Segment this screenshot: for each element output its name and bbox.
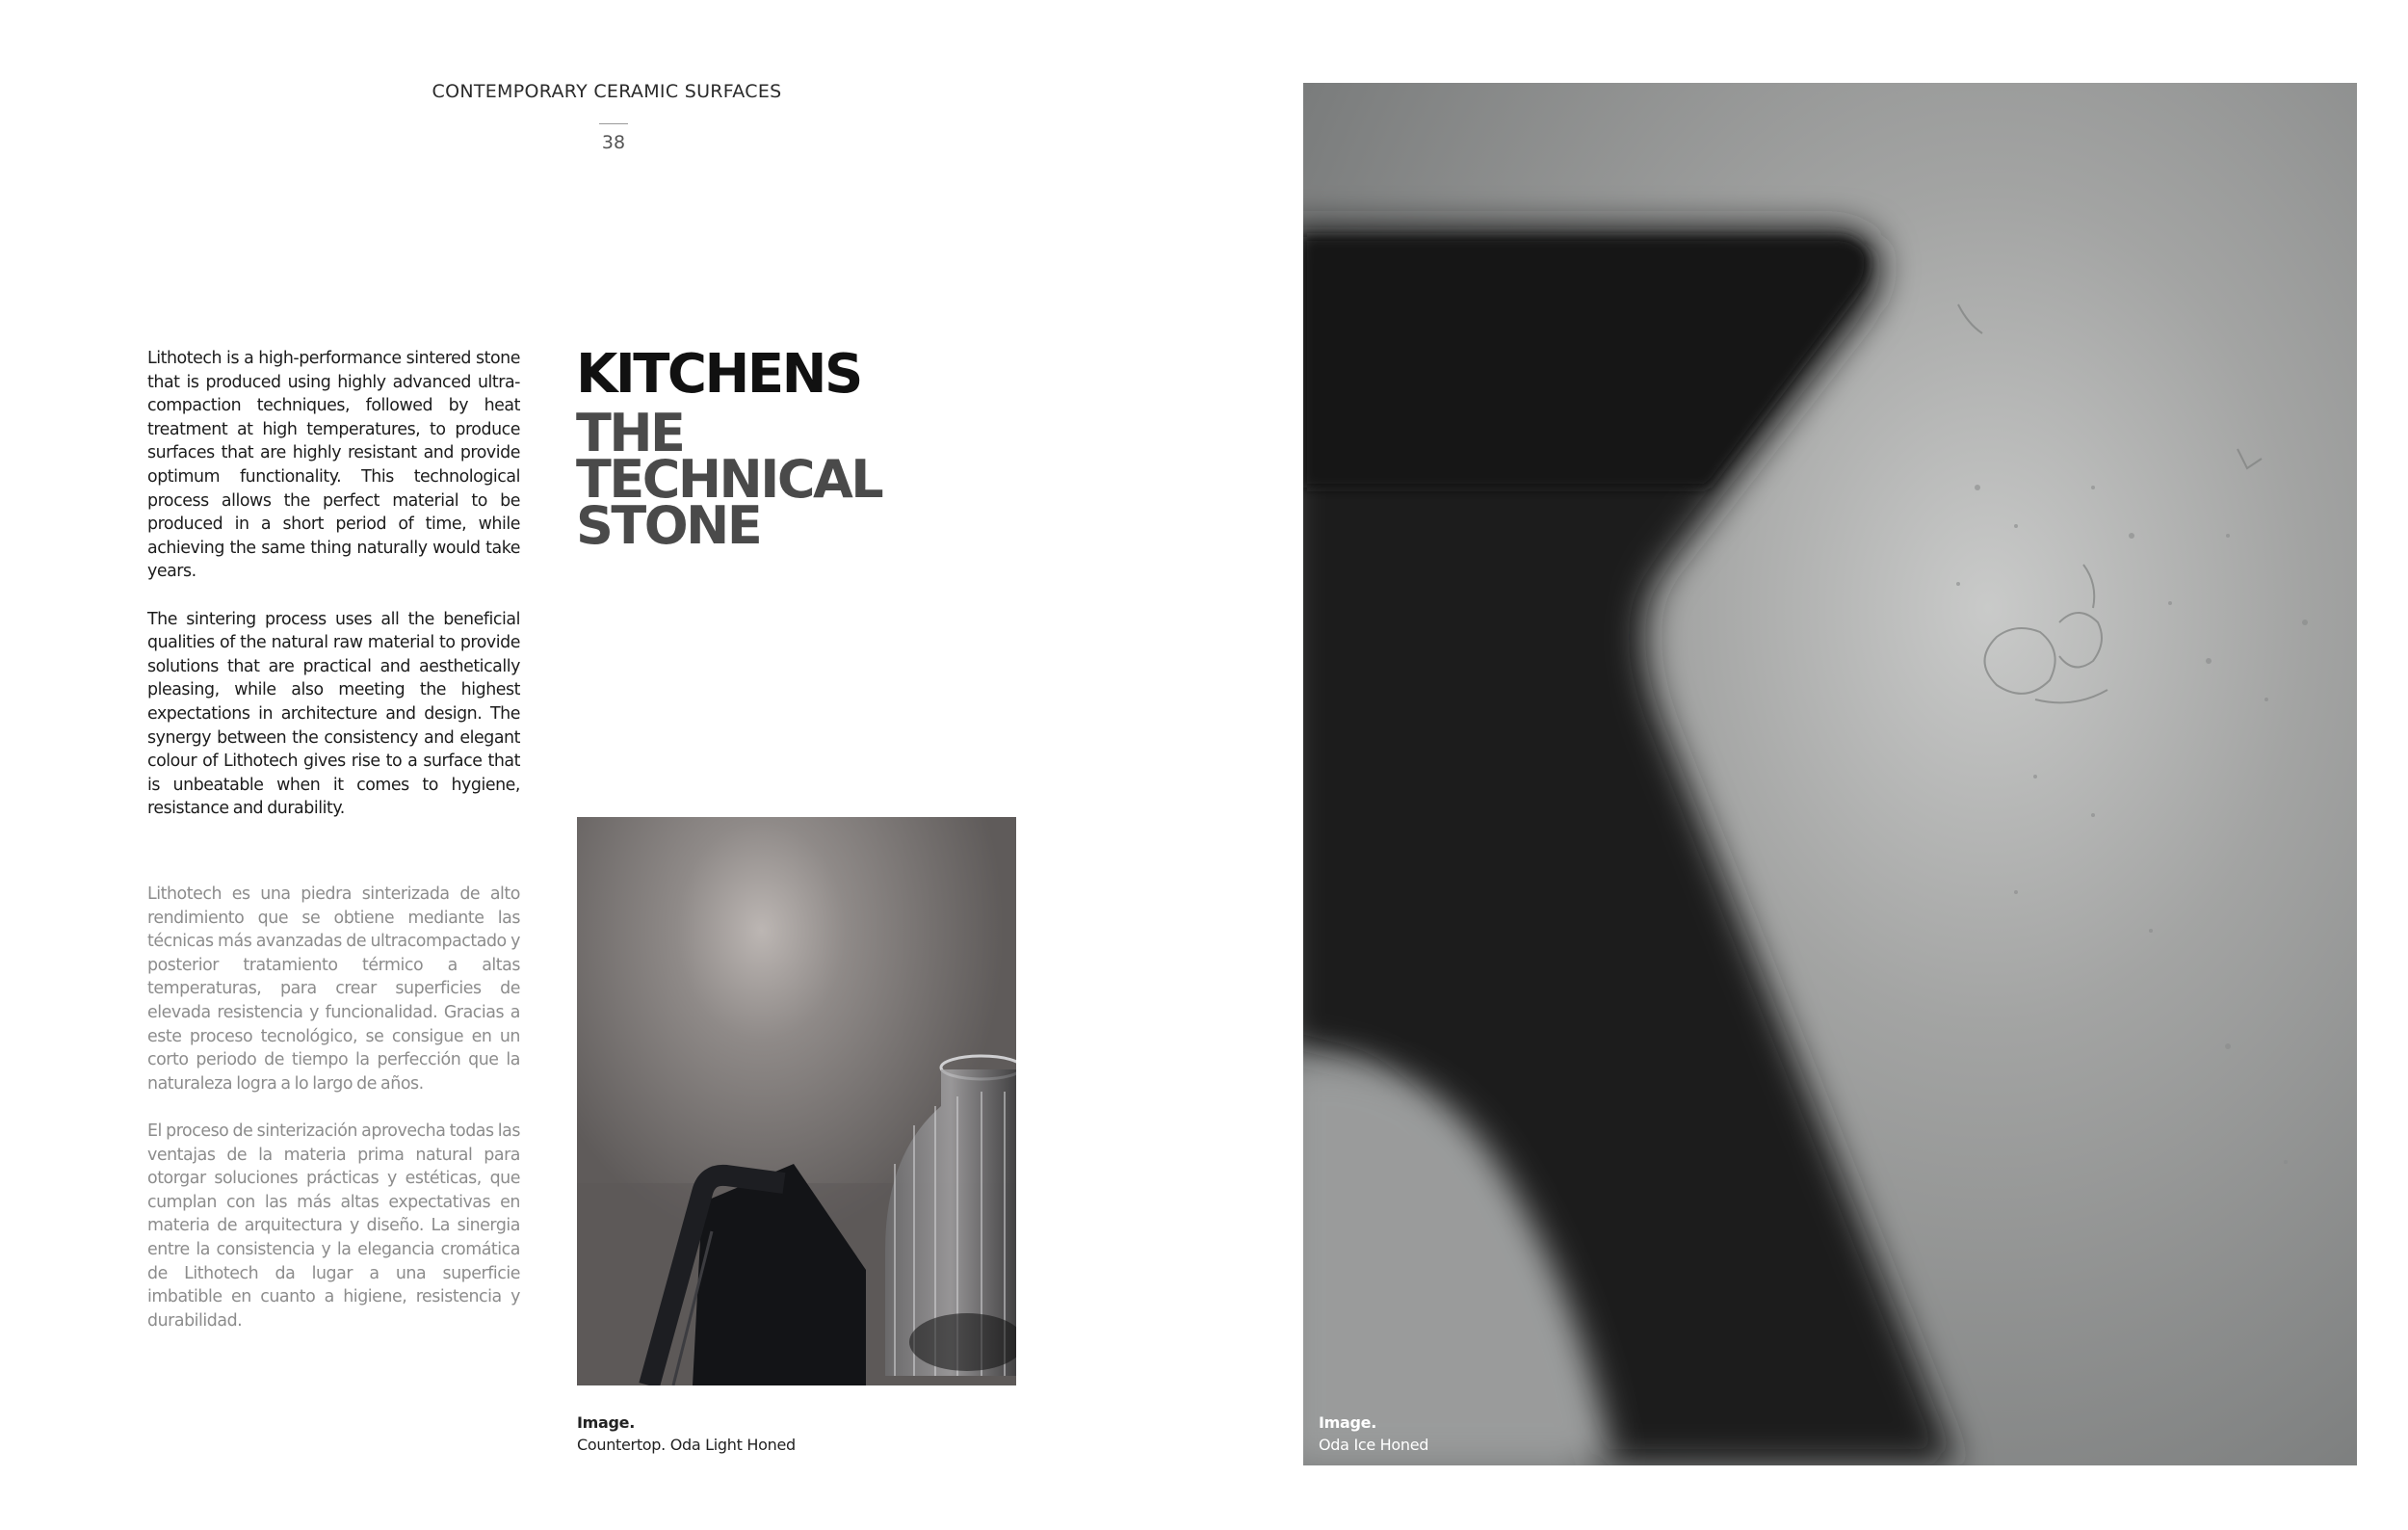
page-number: 38 <box>601 132 626 153</box>
heading-subtitle-line-1: THE <box>576 403 684 463</box>
spanish-body-text <box>147 883 520 1357</box>
running-title: CONTEMPORARY CERAMIC SURFACES <box>432 81 782 102</box>
caption-text: Countertop. Oda Light Honed <box>577 1436 796 1454</box>
caption-label: Image. <box>1319 1413 1377 1432</box>
english-paragraph-2: The sintering process uses all the beneficial qualities of the natural raw material to provide solutions that are practical and aesthetically pleasing, while also meeting the highest expectations in architecture and design. The synergy between the consistency and elegant colour of Lithotech gives rise to a surface that is unbeatable when it comes to hygiene, resistance and durability. <box>147 609 520 819</box>
countertop-photo-image <box>577 817 1016 1385</box>
right-page <box>1204 0 2408 1530</box>
caption-label: Image. <box>577 1413 636 1432</box>
page-number-rule <box>599 123 628 124</box>
spanish-paragraph-2: El proceso de sinterización aprovecha todas las ventajas de la materia prima natural para otorgar soluciones prácticas y estéticas, que cumplan con las más altas expectativas en materia de arquitectura y diseño. La sinergia entre la consistencia y la elegancia cromática de Lithotech da lugar a una superficie imbatible en cuanto a higiene, resistencia y durabilidad. <box>147 1121 520 1331</box>
countertop-caption <box>577 1411 796 1456</box>
heading-subtitle <box>576 403 981 556</box>
section-heading <box>576 343 981 556</box>
heading-subtitle-line-2: TECHNICAL <box>576 449 882 510</box>
countertop-photo <box>577 817 1016 1385</box>
surface-caption <box>1319 1411 1428 1456</box>
heading-kitchens: KITCHENS <box>576 343 861 406</box>
spanish-paragraph-1: Lithotech es una piedra sinterizada de alto rendimiento que se obtiene mediante las técnicas más avanzadas de ultracompactado y posterior tratamiento térmico a altas temperaturas, para crear superficies de elevada resistencia y funcionalidad. Gracias a este proceso tecnológico, se consigue en un corto periodo de tiempo la perfección que la naturaleza logra a lo largo de años. <box>147 884 520 1094</box>
caption-text: Oda Ice Honed <box>1319 1436 1429 1454</box>
english-body-text <box>147 347 520 844</box>
english-paragraph-1: Lithotech is a high-performance sintered stone that is produced using highly advanced ultra-compaction techniques, followed by heat treatment at high temperatures, to produce surfaces that are highly resistant and provide optimum functionality. This technological process allows the perfect material to be produced in a short period of time, while achieving the same thing naturally would take years. <box>147 349 520 582</box>
heading-subtitle-line-3: STONE <box>576 495 761 556</box>
surface-closeup-image <box>1303 83 2357 1465</box>
surface-closeup-photo <box>1303 83 2357 1465</box>
